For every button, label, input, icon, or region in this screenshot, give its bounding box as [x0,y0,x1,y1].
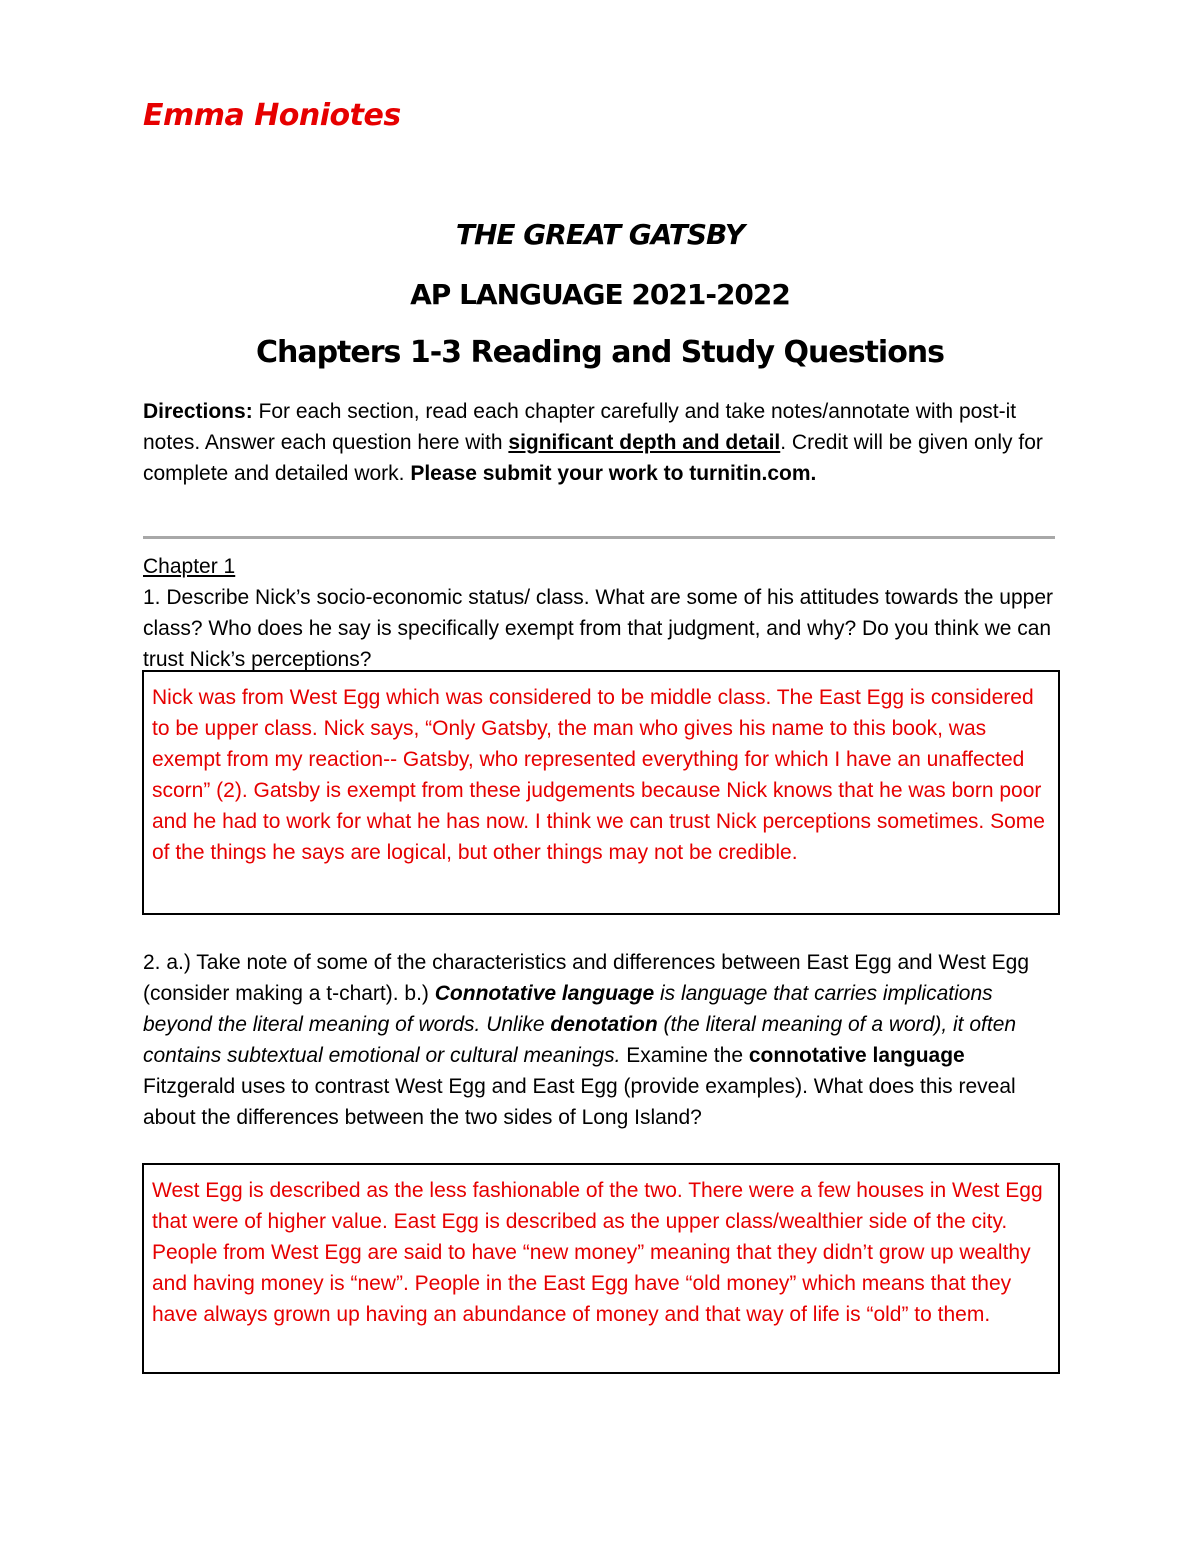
course-title: AP LANGUAGE 2021-2022 [410,278,790,311]
answer-box-1: Nick was from West Egg which was considered to be middle class. The East Egg is considered to be upper class. Nick says, “Only Gatsby, the man who gives his name to this book, was exempt from my reaction-- Gatsby, who represented everything for which I have an unaffected scorn” (2). Gatsby is exempt from these judgements because Nick knows that he was born poor and he had to work for what he has now. I think we can trust Nick perceptions sometimes. Some of the things he says are logical, but other things may not be credible. [142,670,1060,915]
student-name: Emma Honiotes [143,98,401,133]
question-2-term: denotation [550,1013,658,1036]
question-2-term: Connotative language [434,982,655,1005]
question-2-part: Fitzgerald uses to contrast West Egg and East Egg (provide examples). What does this reveal about the differences between the two sides of Long Island? [143,1075,1016,1129]
directions-submit: Please submit your work to turnitin.com. [410,462,817,485]
question-2-part: is language that carries implications beyond the literal meaning of words. Unlike [143,982,993,1036]
directions-label: Directions: [143,400,253,423]
directions-emphasis: significant depth and detail [508,431,781,454]
chapter-heading: Chapter 1 [143,555,236,578]
directions-text: For each section, read each chapter carefully and take notes/annotate with post-it notes. Answer each question here with [143,400,1017,454]
question-2 [143,947,1058,1133]
document-title: THE GREAT GATSBY [455,218,745,251]
directions-text-2: . Credit will be given only for complete and detailed work. [143,431,1043,485]
question-2-part: 2. a.) Take note of some of the characteristics and differences between East Egg and West Egg (consider making a t-chart). b.) [143,951,1030,1005]
directions-paragraph [143,396,1063,489]
document-subtitle: Chapters 1-3 Reading and Study Questions [255,335,945,370]
horizontal-divider [143,536,1055,539]
question-2-part: Examine the [620,1044,749,1067]
question-2-term: connotative language [748,1044,965,1067]
question-1: 1. Describe Nick’s socio-economic status/ class. What are some of his attitudes towards the upper class? Who does he say is specifically exempt from that judgment, and why? Do you think we can trust Nick’s perceptions? [143,586,1054,671]
answer-box-2: West Egg is described as the less fashionable of the two. There were a few houses in West Egg that were of higher value. East Egg is described as the upper class/wealthier side of the city. People from West Egg are said to have “new money” meaning that they didn’t grow up wealthy and having money is “new”. People in the East Egg have “old money” which means that they have always grown up having an abundance of money and that way of life is “old” to them. [142,1163,1060,1374]
question-2-part: (the literal meaning of a word), it often contains subtextual emotional or cultural meanings. [143,1013,1017,1067]
